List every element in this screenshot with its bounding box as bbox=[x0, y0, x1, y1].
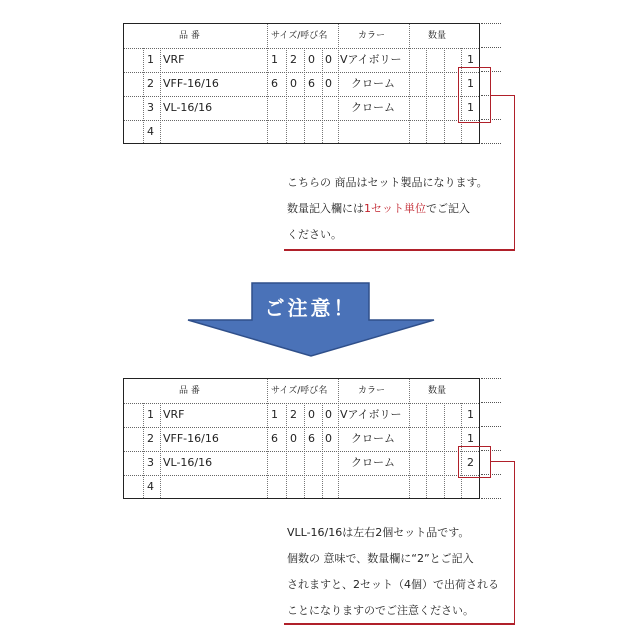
quantity-value: 1 bbox=[467, 408, 474, 421]
size-digit: 0 bbox=[325, 53, 332, 66]
quantity-value: 2 bbox=[467, 456, 474, 469]
size-digit: 6 bbox=[271, 77, 278, 90]
note-text: でご記入 bbox=[426, 202, 470, 215]
connector-line bbox=[514, 461, 515, 625]
dotted-extension bbox=[481, 426, 501, 427]
size-digit: 6 bbox=[271, 432, 278, 445]
dotted-extension bbox=[481, 47, 501, 48]
order-form-table-after bbox=[123, 378, 480, 499]
row-divider bbox=[124, 120, 479, 121]
row-number: 4 bbox=[147, 125, 154, 138]
header-quantity: 数量 bbox=[428, 31, 447, 41]
col-divider bbox=[338, 24, 339, 143]
color-value: クローム bbox=[351, 456, 395, 469]
note-line: 個数の 意味で、数量欄に“2”とご記入 bbox=[287, 552, 474, 565]
quantity-highlight-box bbox=[458, 446, 491, 478]
size-digit: 0 bbox=[290, 77, 297, 90]
part-number: VFF-16/16 bbox=[163, 432, 219, 445]
size-digit: 2 bbox=[290, 408, 297, 421]
quantity-highlight-box bbox=[458, 67, 491, 123]
part-number: VRF bbox=[163, 408, 185, 421]
color-value: クローム bbox=[351, 432, 395, 445]
dotted-extension bbox=[481, 23, 501, 24]
size-digit: 0 bbox=[325, 408, 332, 421]
note-line bbox=[287, 196, 488, 222]
note-line: VLL-16/16は左右2個セット品です。 bbox=[287, 526, 470, 539]
color-value: クローム bbox=[351, 101, 395, 114]
size-digit: 6 bbox=[308, 77, 315, 90]
header-size: サイズ/呼び名 bbox=[271, 31, 328, 41]
dotted-extension bbox=[481, 143, 501, 144]
row-number: 1 bbox=[147, 53, 154, 66]
note-text: 数量記入欄には bbox=[287, 202, 364, 215]
size-digit: 0 bbox=[308, 408, 315, 421]
col-divider bbox=[409, 24, 410, 143]
note-line: ください。 bbox=[287, 228, 342, 241]
size-digit: 0 bbox=[290, 432, 297, 445]
col-divider bbox=[409, 379, 410, 498]
quantity-value: 1 bbox=[467, 101, 474, 114]
note-before bbox=[287, 170, 488, 248]
connector-line bbox=[490, 461, 515, 462]
row-number: 2 bbox=[147, 432, 154, 445]
quantity-value: 1 bbox=[467, 53, 474, 66]
row-number: 3 bbox=[147, 101, 154, 114]
row-number: 1 bbox=[147, 408, 154, 421]
part-number: VRF bbox=[163, 53, 185, 66]
order-form-table-before bbox=[123, 23, 480, 144]
size-digit: 1 bbox=[271, 53, 278, 66]
connector-line bbox=[514, 95, 515, 250]
row-number: 3 bbox=[147, 456, 154, 469]
note-line: こちらの 商品はセット製品になります。 bbox=[287, 176, 488, 189]
header-part-number: 品 番 bbox=[179, 386, 200, 396]
row-divider bbox=[124, 475, 479, 476]
quantity-value: 1 bbox=[467, 432, 474, 445]
header-part-number: 品 番 bbox=[179, 31, 200, 41]
note-line: されますと、2セット（4個）で出荷される bbox=[287, 578, 499, 591]
col-divider bbox=[267, 379, 268, 498]
quantity-value: 1 bbox=[467, 77, 474, 90]
note-emphasis: 1セット単位 bbox=[364, 202, 426, 215]
color-value: Vアイボリー bbox=[340, 408, 402, 421]
col-divider bbox=[338, 379, 339, 498]
header-size: サイズ/呼び名 bbox=[271, 386, 328, 396]
warning-label: ご注意！ bbox=[264, 296, 357, 320]
connector-line bbox=[284, 249, 515, 251]
color-value: クローム bbox=[351, 77, 395, 90]
size-digit: 0 bbox=[308, 53, 315, 66]
part-number: VFF-16/16 bbox=[163, 77, 219, 90]
part-number: VL-16/16 bbox=[163, 101, 213, 114]
size-digit: 0 bbox=[325, 77, 332, 90]
part-number: VL-16/16 bbox=[163, 456, 213, 469]
size-digit: 1 bbox=[271, 408, 278, 421]
header-color: カラー bbox=[358, 386, 386, 396]
size-digit: 0 bbox=[325, 432, 332, 445]
header-quantity: 数量 bbox=[428, 386, 447, 396]
size-digit: 2 bbox=[290, 53, 297, 66]
header-color: カラー bbox=[358, 31, 386, 41]
row-number: 4 bbox=[147, 480, 154, 493]
row-number: 2 bbox=[147, 77, 154, 90]
dotted-extension bbox=[481, 498, 501, 499]
note-line: ことになりますのでご注意ください。 bbox=[287, 604, 474, 617]
size-digit: 6 bbox=[308, 432, 315, 445]
color-value: Vアイボリー bbox=[340, 53, 402, 66]
col-divider bbox=[267, 24, 268, 143]
connector-line bbox=[490, 95, 515, 96]
dotted-extension bbox=[481, 402, 501, 403]
dotted-extension bbox=[481, 378, 501, 379]
note-after bbox=[287, 520, 499, 624]
